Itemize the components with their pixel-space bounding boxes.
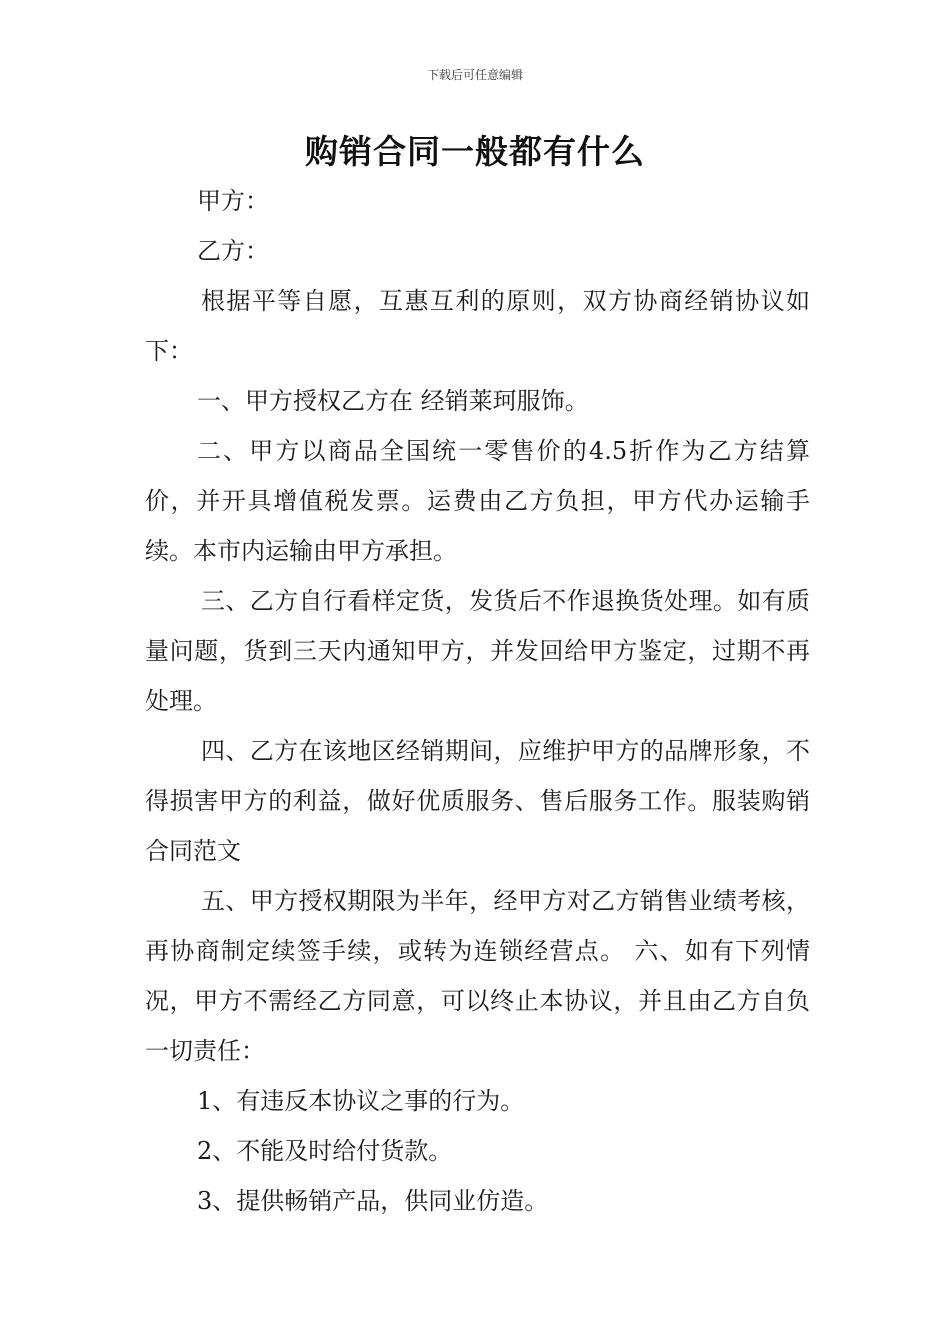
party-a-line: 甲方： bbox=[197, 187, 269, 215]
clause-4-paragraph: 四、乙方在该地区经销期间，应维护甲方的品牌形象，不得损害甲方的利益，做好优质服务、售后服务工作。服装购销合同范文 bbox=[145, 737, 810, 865]
clause-3-paragraph: 三、乙方自行看样定货，发货后不作退换货处理。如有质量问题，货到三天内通知甲方，并发回给甲方鉴定，过期不再处理。 bbox=[145, 587, 810, 715]
clause-5-6-paragraph: 五、甲方授权期限为半年，经甲方对乙方销售业绩考核，再协商制定续签手续，或转为连锁经营点。 六、如有下列情况，甲方不需经乙方同意，可以终止本协议，并且由乙方自负一切责任： bbox=[145, 887, 810, 1065]
page-header-note: 下载后可任意编辑 bbox=[426, 68, 523, 82]
list-item-2: 2、不能及时给付货款。 bbox=[197, 1137, 453, 1165]
clause-1-paragraph: 一、甲方授权乙方在 经销莱珂服饰。 bbox=[197, 387, 589, 415]
preamble-paragraph: 根据平等自愿，互惠互利的原则，双方协商经销协议如下： bbox=[145, 287, 810, 365]
clause-2-paragraph: 二、甲方以商品全国统一零售价的4.5折作为乙方结算价，并开具增值税发票。运费由乙方负担，甲方代办运输手续。本市内运输由甲方承担。 bbox=[145, 437, 810, 565]
list-item-1: 1、有违反本协议之事的行为。 bbox=[197, 1087, 525, 1115]
list-item-3: 3、提供畅销产品，供同业仿造。 bbox=[197, 1187, 549, 1215]
document-body bbox=[145, 176, 810, 1226]
document-title: 购销合同一般都有什么 bbox=[305, 132, 645, 171]
party-b-line: 乙方： bbox=[197, 237, 269, 265]
